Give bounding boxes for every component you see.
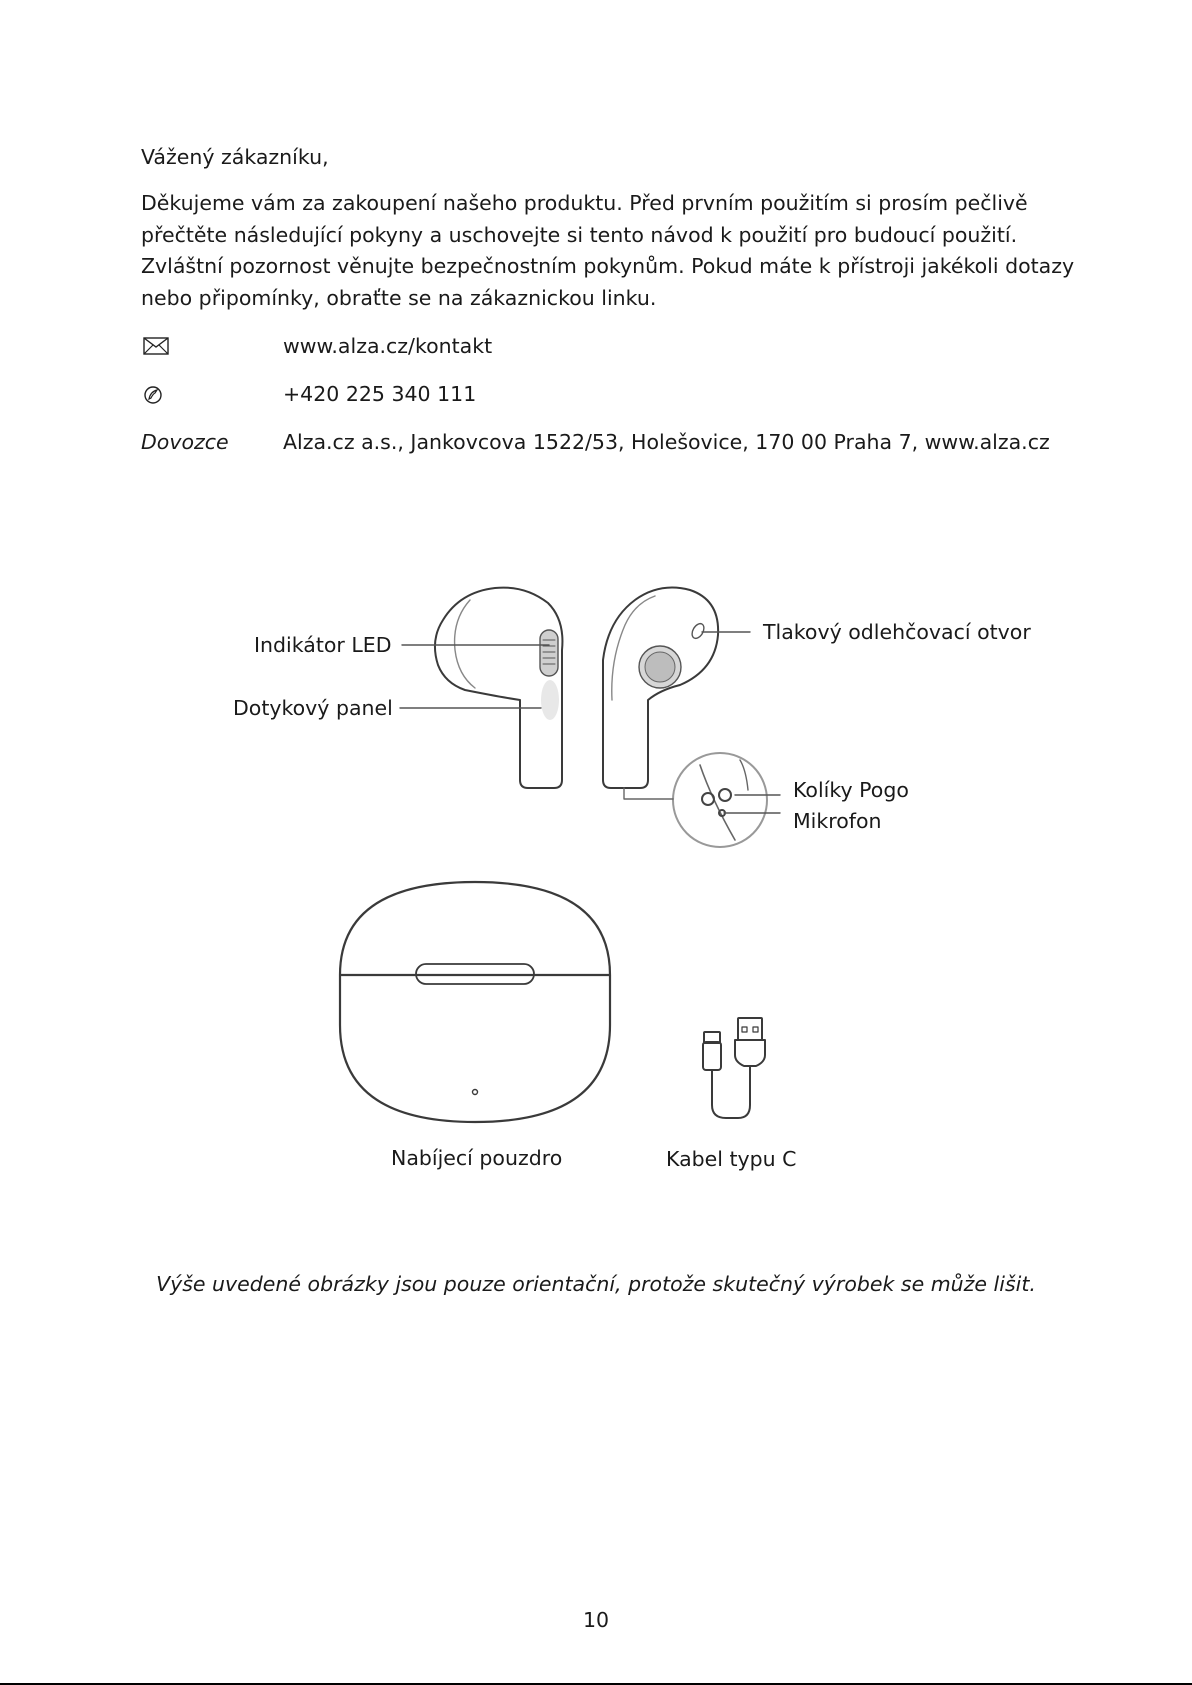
disclaimer-note: Výše uvedené obrázky jsou pouze orientační, protože skutečný výrobek se může lišit. <box>156 1271 1036 1296</box>
phone-icon <box>143 384 165 406</box>
importer-label: Dovozce <box>141 430 229 454</box>
label-pressure-vent: Tlakový odlehčovací otvor <box>763 620 1031 644</box>
envelope-icon <box>143 336 169 356</box>
intro-paragraph: Děkujeme vám za zakoupení našeho produktu. Před prvním použitím si prosím pečlivě přečtěte následující pokyny a uschovejte si tento návod k použití pro budoucí použití. Zvláštní pozornost věnujte bezpečnostním pokynům. Pokud máte k přístroji jakékoli dotazy nebo připomínky, obraťte se na zákaznickou linku. <box>141 191 1075 310</box>
product-diagram <box>0 560 1192 1200</box>
greeting: Vážený zákazníku, <box>141 145 329 169</box>
label-microphone: Mikrofon <box>793 809 882 833</box>
earbud-left-illustration <box>435 588 562 788</box>
page-number: 10 <box>582 1607 610 1632</box>
contact-phone-row <box>141 378 1101 410</box>
contact-email[interactable]: www.alza.cz/kontakt <box>283 334 493 358</box>
label-charging-case: Nabíjecí pouzdro <box>391 1146 563 1170</box>
charging-case-illustration <box>340 882 610 1122</box>
usb-c-cable-illustration <box>703 1018 765 1118</box>
contact-phone[interactable]: +420 225 340 111 <box>283 382 477 406</box>
importer-address: Alza.cz a.s., Jankovcova 1522/53, Holešovice, 170 00 Praha 7, www.alza.cz <box>283 430 1050 454</box>
label-usb-c-cable: Kabel typu C <box>666 1147 797 1171</box>
zoom-detail-illustration <box>624 753 767 847</box>
label-led-indicator: Indikátor LED <box>254 633 392 657</box>
contact-importer-row <box>141 426 1101 458</box>
contact-email-row <box>141 330 1101 362</box>
label-touch-panel: Dotykový panel <box>233 696 393 720</box>
label-pogo-pins: Kolíky Pogo <box>793 778 909 802</box>
